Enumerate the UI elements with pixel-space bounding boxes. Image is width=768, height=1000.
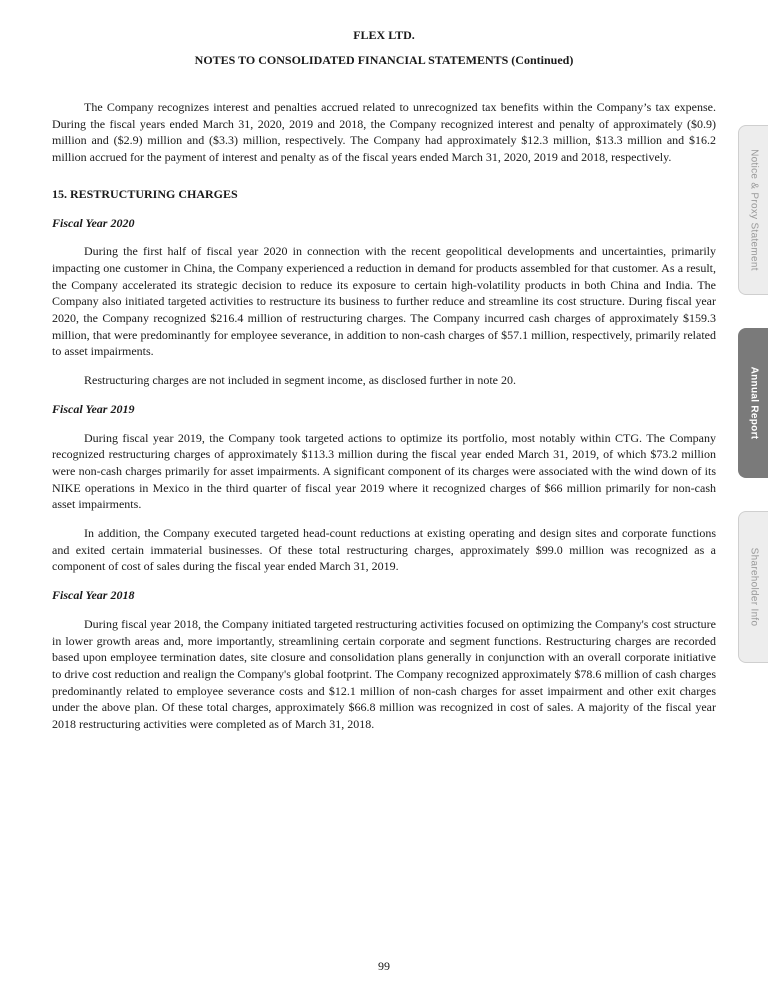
fy2019-paragraph-1: During fiscal year 2019, the Company took targeted actions to optimize its portfolio, most notably within CTG. The Company recognized restructuring charges of approximately $113.3 million during the fiscal year ended March 31, 2019, of which $73.2 million were non-cash charges primarily for asset impairments. A significant component of its charges were associated with the wind down of its NIKE operations in Mexico in the third quarter of fiscal year 2019 where it recognized charges of $66 million primarily for non-cash asset impairments.: [52, 430, 716, 512]
fy2020-paragraph-2: Restructuring charges are not included in segment income, as disclosed further in note 20.: [84, 373, 516, 388]
fy2019-heading: Fiscal Year 2019: [52, 401, 135, 416]
page-number: 99: [378, 959, 390, 973]
fy2019-paragraph-2: In addition, the Company executed targeted head-count reductions at existing operating and design sites and corporate functions and exited certain immaterial businesses. Of these total restructuring charges, approximately $99.0 million was recognized as a component of cost of sales during the fiscal year ended March 31, 2019.: [52, 526, 716, 574]
tab-label: Notice & Proxy Statement: [748, 149, 759, 271]
tab-shareholder-info[interactable]: [738, 511, 768, 663]
tab-label: Shareholder Info: [748, 547, 759, 627]
company-name: FLEX LTD.: [353, 28, 415, 42]
tab-annual-report[interactable]: [738, 328, 768, 478]
tab-label: Annual Report: [748, 366, 759, 440]
fy2020-heading: Fiscal Year 2020: [52, 215, 135, 230]
section-heading: 15. RESTRUCTURING CHARGES: [52, 186, 238, 201]
intro-paragraph: The Company recognizes interest and penalties accrued related to unrecognized tax benefits within the Company’s tax expense. During the fiscal years ended March 31, 2020, 2019 and 2018, the Company recognized interest and penalty of approximately ($0.9) million and ($2.9) million and ($3.3) million, respectively. The Company had approximately $12.3 million, $13.3 million and $16.2 million accrued for the payment of interest and penalty as of the fiscal years ended March 31, 2020, 2019 and 2018, respectively.: [52, 100, 716, 165]
document-body: [52, 99, 716, 733]
fy2018-paragraph-1: During fiscal year 2018, the Company initiated targeted restructuring activities focused on optimizing the Company's cost structure in lower growth areas and, more importantly, streamlining certain corporate and segment functions. Restructuring charges are recorded based upon employee termination dates, site closure and consolidation plans generally in conjunction with an overall corporate initiative to drive cost reduction and realign the Company's global footprint. The Company recognized approximately $78.6 million of cash charges predominantly related to employee severance costs and $12.1 million of non-cash charges for asset impairment and other exit charges under the above plan. Of these total charges, approximately $66.8 million was recognized in cost of sales. A majority of the fiscal year 2018 restructuring activities were completed as of March 31, 2018.: [52, 616, 716, 732]
fy2020-paragraph-1: During the first half of fiscal year 2020 in connection with the recent geopolitical developments and uncertainties, primarily impacting one customer in China, the Company experienced a reduction in demand for products assembled for that customer. As a result, the Company accelerated its strategic decision to reduce its exposure to certain high-volatility products in both China and India. The Company also initiated targeted activities to restructure its business to further reduce and streamline its cost structure. During fiscal year 2020, the Company recognized $216.4 million of restructuring charges. The Company incurred cash charges of approximately $159.3 million, that were predominantly for employee severance, in addition to non-cash charges of $57.1 million, respectively, primarily related to asset impairments.: [52, 244, 716, 359]
fy2018-heading: Fiscal Year 2018: [52, 588, 135, 603]
tab-notice-proxy-statement[interactable]: [738, 125, 768, 295]
page-title: NOTES TO CONSOLIDATED FINANCIAL STATEMENTS (Continued): [194, 53, 574, 67]
